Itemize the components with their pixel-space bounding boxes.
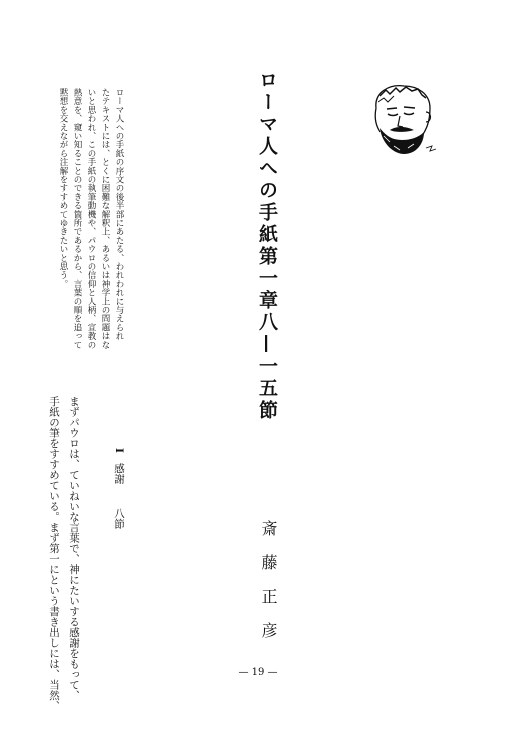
body-line: 手紙の筆をすすめている。まず第一にという書き出しには、当然、 <box>48 396 60 711</box>
intro-line: 黙想を交えながら注解をすすめてゆきたいと思う。 <box>58 88 68 289</box>
section-number: I <box>113 448 125 453</box>
intro-line: ローマ人への手紙の序文の後半部にあたる、われわれに与えられ <box>114 88 124 341</box>
author-name: 斎藤正彦 <box>259 520 278 656</box>
intro-line: いと思われ、この手紙の執筆動機や、パウロの信仰と人柄、宣教の <box>86 88 96 349</box>
section-heading <box>112 448 127 529</box>
section-verse: 八節 <box>113 507 125 529</box>
section-title: 感謝 <box>113 462 125 484</box>
intro-line: たテキストには、とくに困難な解釈上、あるいは神学上の問題はな <box>100 88 110 349</box>
body-line: まずパウロは、ていねいな言葉で、神にたいする感謝をもって、 <box>68 396 80 701</box>
page-number: — 19 — <box>238 667 278 678</box>
body-paragraph <box>44 396 84 711</box>
bearded-man-portrait-icon <box>360 78 444 162</box>
intro-line: 熱意を、窺い知ることのできる箇所であるから、言葉の順を追って <box>72 88 82 349</box>
intro-paragraph <box>56 88 126 349</box>
article-title: ローマ人への手紙第一章八—一五節 <box>256 70 278 422</box>
